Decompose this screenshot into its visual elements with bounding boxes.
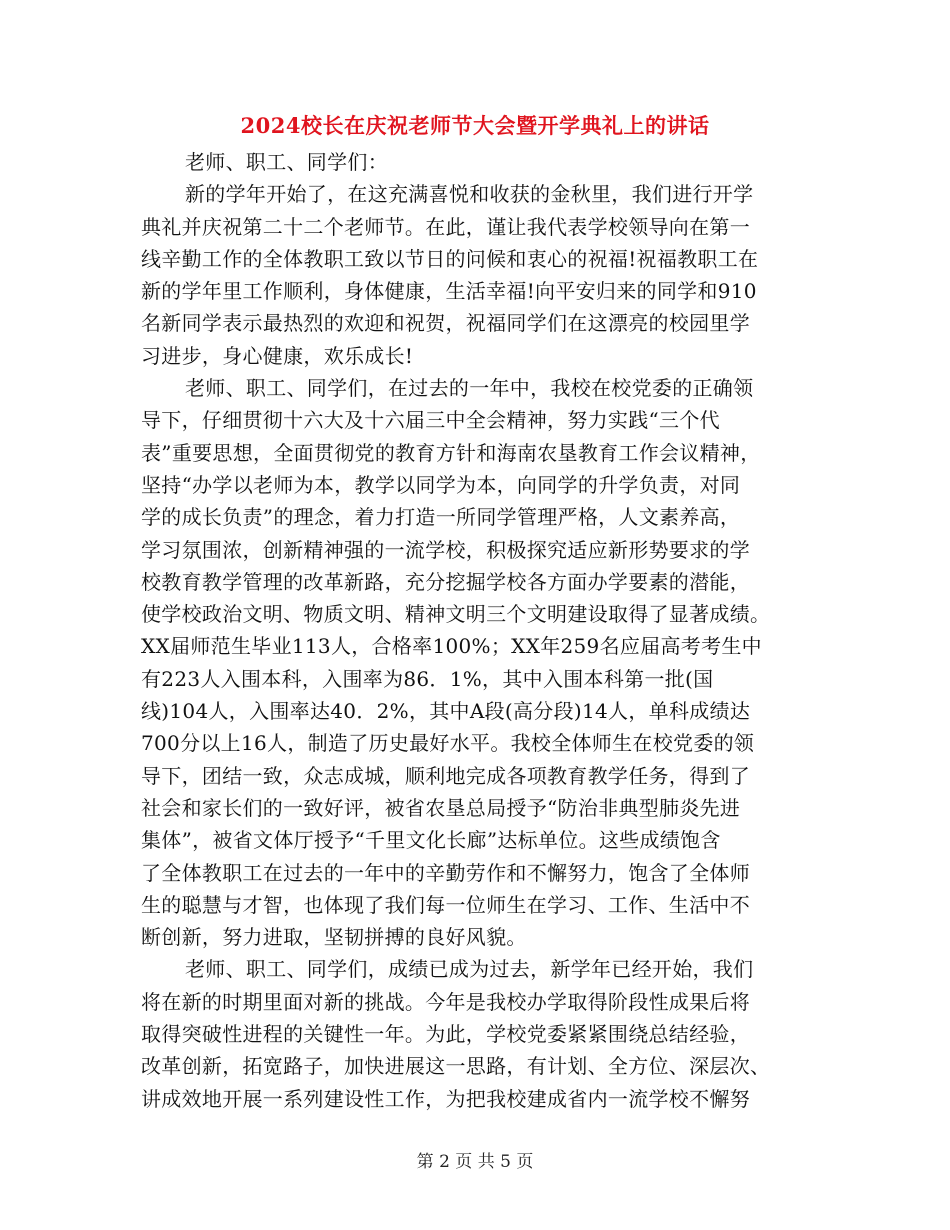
text-line: 老师、职工、同学们，在过去的一年中，我校在校党委的正确领 — [185, 376, 754, 401]
text-line: 取得突破性进程的关键性一年。为此，学校党委紧紧围绕总结经验， — [141, 1022, 750, 1047]
text-line: 社会和家长们的一致好评，被省农垦总局授予“防治非典型肺炎先进 — [141, 795, 741, 820]
text-line: 有223人入围本科，入围率为86．1%，其中入围本科第一批(国 — [141, 666, 714, 691]
text-line: 新的学年开始了，在这充满喜悦和收获的金秋里，我们进行开学 — [185, 182, 754, 207]
text-line: 校教育教学管理的改革新路，充分挖掘学校各方面办学要素的潜能， — [141, 569, 750, 594]
document-title: 2024校长在庆祝老师节大会暨开学典礼上的讲话 — [240, 113, 710, 138]
text-line: 700分以上16人，制造了历史最好水平。我校全体师生在校党委的领 — [141, 731, 755, 756]
text-line: 典礼并庆祝第二十二个老师节。在此，谨让我代表学校领导向在第一 — [141, 214, 750, 239]
text-line: 导下，团结一致，众志成城，顺利地完成各项教育教学任务，得到了 — [141, 763, 750, 788]
page-number-footer: 第 2 页 共 5 页 — [416, 1152, 534, 1172]
text-line: 将在新的时期里面对新的挑战。今年是我校办学取得阶段性成果后将 — [141, 989, 750, 1014]
text-line: 改革创新，拓宽路子，加快进展这一思路，有计划、全方位、深层次、 — [141, 1054, 771, 1079]
text-line: 坚持“办学以老师为本，教学以同学为本，向同学的升学负责，对同 — [141, 472, 741, 497]
text-line: 讲成效地开展一系列建设性工作，为把我校建成省内一流学校不懈努 — [141, 1086, 750, 1111]
text-line: 导下，仔细贯彻十六大及十六届三中全会精神，努力实践“三个代 — [141, 408, 720, 433]
text-line: 集体”，被省文体厅授予“千里文化长廊”达标单位。这些成绩饱含 — [141, 828, 721, 853]
text-line: XX届师范生毕业113人，合格率100%；XX年259名应届高考考生中 — [141, 634, 762, 659]
text-line: 名新同学表示最热烈的欢迎和祝贺，祝福同学们在这漂亮的校园里学 — [141, 311, 750, 336]
text-line: 学的成长负责”的理念，着力打造一所同学管理严格，人文素养高， — [141, 505, 741, 530]
text-line: 学习氛围浓，创新精神强的一流学校，积极探究适应新形势要求的学 — [141, 537, 750, 562]
text-line: 习进步，身心健康，欢乐成长! — [141, 343, 414, 368]
text-line: 新的学年里工作顺利，身体健康，生活幸福!向平安归来的同学和910 — [141, 279, 757, 304]
text-line: 线辛勤工作的全体教职工致以节日的问候和衷心的祝福!祝福教职工在 — [141, 246, 759, 271]
text-line: 老师、职工、同学们，成绩已成为过去，新学年已经开始，我们 — [185, 957, 754, 982]
text-line: 线)104人，入围率达40．2%，其中A段(高分段)14人，单科成绩达 — [141, 699, 751, 724]
text-line: 了全体教职工在过去的一年中的辛勤劳作和不懈努力，饱含了全体师 — [141, 860, 750, 885]
document-body — [141, 146, 807, 1115]
text-line: 生的聪慧与才智，也体现了我们每一位师生在学习、工作、生活中不 — [141, 892, 750, 917]
text-line: 表”重要思想，全面贯彻党的教育方针和海南农垦教育工作会议精神， — [141, 440, 761, 465]
text-line: 使学校政治文明、物质文明、精神文明三个文明建设取得了显著成绩。 — [141, 602, 771, 627]
salutation-line: 老师、职工、同学们： — [185, 150, 388, 174]
text-line: 断创新，努力进取，坚韧拼搏的良好风貌。 — [141, 925, 527, 950]
